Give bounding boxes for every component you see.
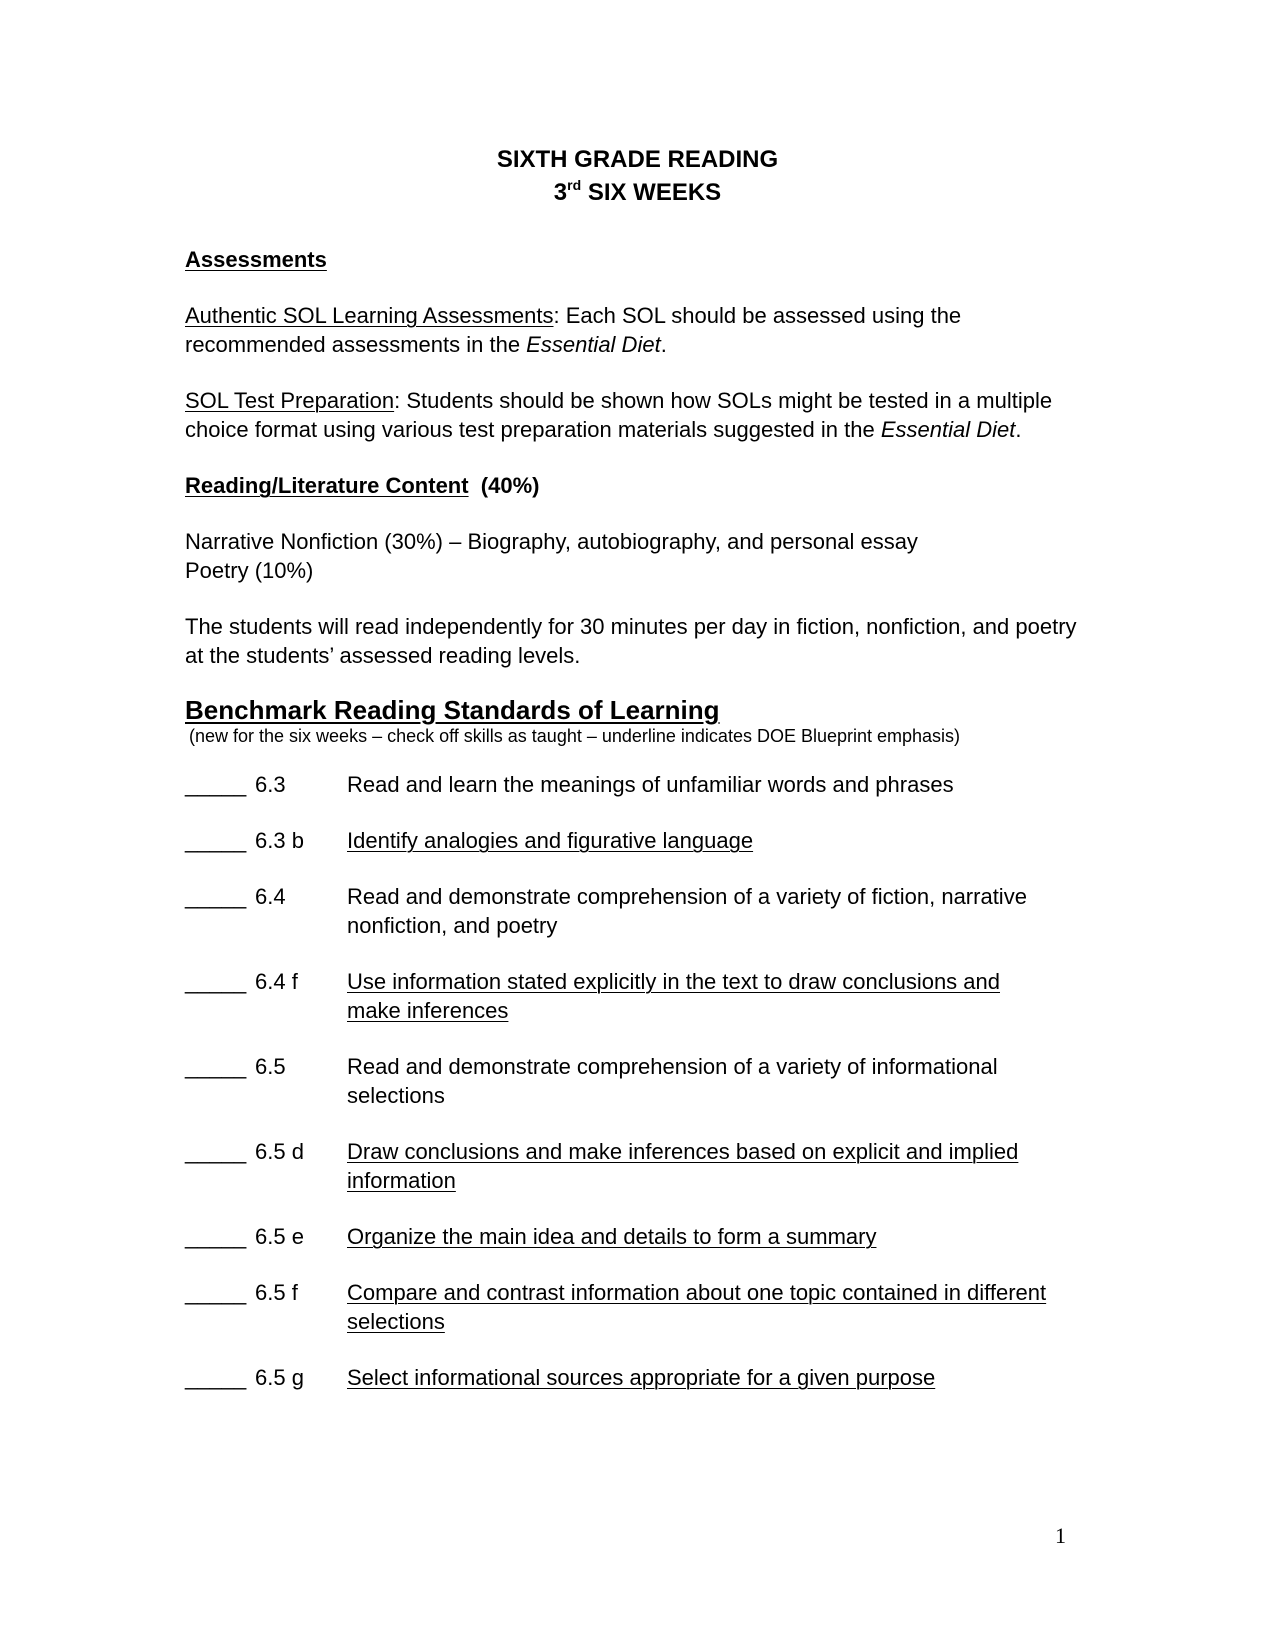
page-number: 1 bbox=[1055, 1523, 1066, 1548]
document-body bbox=[185, 245, 1085, 1419]
benchmark-heading: Benchmark Reading Standards of Learning bbox=[185, 695, 720, 725]
standard-row bbox=[185, 1052, 1085, 1110]
checkoff-blank: _____ bbox=[185, 884, 247, 909]
authentic-period: . bbox=[660, 332, 667, 357]
standard-code: 6.4 bbox=[255, 884, 286, 909]
standard-description: Use information stated explicitly in the text to draw conclusions and make inferences bbox=[347, 969, 1000, 1023]
standard-code: 6.5 g bbox=[255, 1365, 304, 1390]
document-title bbox=[0, 143, 1275, 209]
standard-description: Select informational sources appropriate for a given purpose bbox=[347, 1365, 936, 1390]
standard-code: 6.4 f bbox=[255, 969, 298, 994]
standard-row bbox=[185, 1137, 1085, 1195]
title-line-2 bbox=[0, 176, 1275, 209]
standard-row bbox=[185, 770, 1085, 799]
assessments-heading: Assessments bbox=[185, 247, 327, 272]
test-prep-paragraph bbox=[185, 386, 1085, 444]
poetry-line: Poetry (10%) bbox=[185, 558, 314, 583]
title-line-2-rest: SIX WEEKS bbox=[581, 179, 722, 206]
standard-description: Read and learn the meanings of unfamiliar words and phrases bbox=[347, 772, 954, 797]
checkoff-blank: _____ bbox=[185, 969, 247, 994]
standard-code: 6.5 e bbox=[255, 1224, 304, 1249]
title-line-1: SIXTH GRADE READING bbox=[496, 146, 779, 173]
content-heading-label: Reading/Literature Content bbox=[185, 473, 469, 498]
narrative-nonfiction-line: Narrative Nonfiction (30%) – Biography, autobiography, and personal essay bbox=[185, 529, 918, 554]
standard-description: Read and demonstrate comprehension of a variety of fiction, narrative nonfiction, and poetry bbox=[347, 884, 1027, 938]
standard-code: 6.5 bbox=[255, 1054, 286, 1079]
title-line-2-superscript: rd bbox=[567, 177, 582, 193]
standard-code: 6.3 b bbox=[255, 828, 304, 853]
checkoff-blank: _____ bbox=[185, 772, 247, 797]
standard-description: Draw conclusions and make inferences based on explicit and implied information bbox=[347, 1139, 1019, 1193]
content-heading bbox=[185, 471, 1085, 500]
standard-description: Organize the main idea and details to form a summary bbox=[347, 1224, 877, 1249]
benchmark-subtitle: (new for the six weeks – check off skills as taught – underline indicates DOE Blueprint emphasis) bbox=[189, 726, 961, 746]
standard-row bbox=[185, 967, 1085, 1025]
checkoff-blank: _____ bbox=[185, 1224, 247, 1249]
checkoff-blank: _____ bbox=[185, 1054, 247, 1079]
standard-row bbox=[185, 826, 1085, 855]
test-prep-period: . bbox=[1015, 417, 1022, 442]
content-heading-percent: (40%) bbox=[468, 473, 540, 498]
standard-row bbox=[185, 1363, 1085, 1392]
standard-description: Compare and contrast information about one topic contained in different selections bbox=[347, 1280, 1047, 1334]
checkoff-blank: _____ bbox=[185, 828, 247, 853]
authentic-essential-diet: Essential Diet bbox=[526, 332, 661, 357]
standard-code: 6.5 f bbox=[255, 1280, 298, 1305]
standard-description: Identify analogies and figurative language bbox=[347, 828, 754, 853]
standard-code: 6.3 bbox=[255, 772, 286, 797]
standard-row bbox=[185, 1278, 1085, 1336]
test-prep-essential-diet: Essential Diet bbox=[880, 417, 1016, 442]
authentic-assessments-text: : Each SOL should be assessed using the recommended assessments in the bbox=[185, 303, 962, 357]
standard-row bbox=[185, 1222, 1085, 1251]
checkoff-blank: _____ bbox=[185, 1139, 247, 1164]
authentic-assessments-paragraph bbox=[185, 301, 1085, 359]
authentic-assessments-label: Authentic SOL Learning Assessments bbox=[185, 303, 554, 328]
title-line-2-number: 3 bbox=[553, 179, 568, 206]
test-prep-text: : Students should be shown how SOLs might be tested in a multiple choice format using various test preparation materials suggested in the bbox=[185, 388, 1053, 442]
checkoff-blank: _____ bbox=[185, 1280, 247, 1305]
standards-list bbox=[185, 770, 1085, 1392]
standard-row bbox=[185, 882, 1085, 940]
standard-code: 6.5 d bbox=[255, 1139, 304, 1164]
independent-reading-paragraph: The students will read independently for 30 minutes per day in fiction, nonfiction, and poetry at the students’ assessed reading levels. bbox=[185, 614, 1077, 668]
test-prep-label: SOL Test Preparation bbox=[185, 388, 395, 413]
checkoff-blank: _____ bbox=[185, 1365, 247, 1390]
standard-description: Read and demonstrate comprehension of a variety of informational selections bbox=[347, 1054, 998, 1108]
